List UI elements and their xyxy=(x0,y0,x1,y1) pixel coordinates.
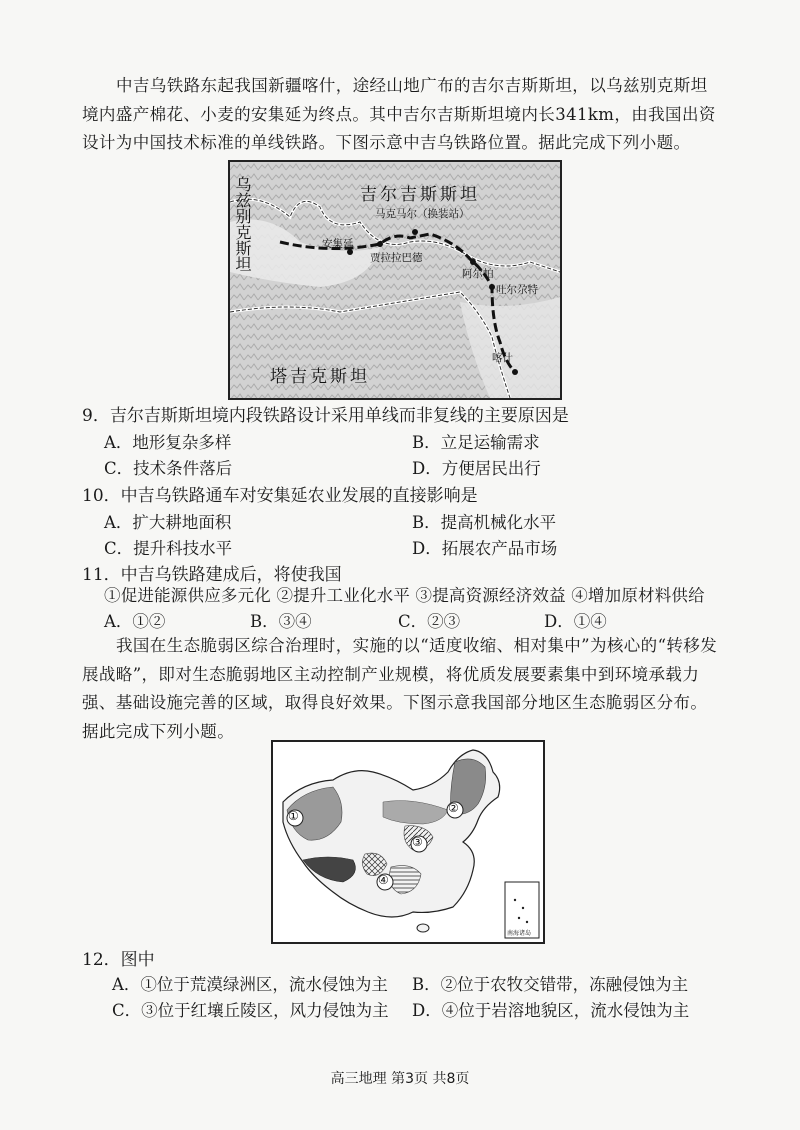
label-arpa: 阿尔帕 xyxy=(462,268,494,280)
q12-option-c[interactable]: C．③位于红壤丘陵区，风力侵蚀为主 xyxy=(112,1001,389,1020)
china-map-graphic xyxy=(273,742,543,942)
question-12-stem: 12．图中 xyxy=(82,950,155,970)
label-jalalabad: 贾拉拉巴德 xyxy=(370,252,423,264)
label-torugart: 吐尔尕特 xyxy=(496,284,538,296)
q12-option-a[interactable]: A．①位于荒漠绿洲区，流水侵蚀为主 xyxy=(112,975,388,994)
question-9-stem: 9．吉尔吉斯斯坦境内段铁路设计采用单线而非复线的主要原因是 xyxy=(82,406,569,426)
question-11-stem: 11．中吉乌铁路建成后，将使我国 xyxy=(82,565,342,585)
marker-1: ① xyxy=(288,809,299,823)
page-footer: 高三地理 第3页 共8页 xyxy=(330,1071,470,1087)
q11-statements: ①促进能源供应多元化 ②提升工业化水平 ③提高资源经济效益 ④增加原材料供给 xyxy=(104,586,705,605)
q11-option-b[interactable]: B．③④ xyxy=(250,612,312,631)
q9-option-b[interactable]: B．立足运输需求 xyxy=(412,433,540,452)
q10-option-b[interactable]: B．提高机械化水平 xyxy=(412,513,557,532)
china-ecology-map xyxy=(271,740,545,944)
marker-3: ③ xyxy=(412,835,423,849)
label-tajikistan: 塔吉克斯坦 xyxy=(270,367,370,387)
label-kyrgyzstan: 吉尔吉斯斯坦 xyxy=(360,185,480,205)
q9-option-d[interactable]: D．方便居民出行 xyxy=(412,459,541,478)
q12-option-b[interactable]: B．②位于农牧交错带，冻融侵蚀为主 xyxy=(412,975,689,994)
q9-option-a[interactable]: A．地形复杂多样 xyxy=(104,433,232,452)
q10-option-a[interactable]: A．扩大耕地面积 xyxy=(104,513,232,532)
q9-option-c[interactable]: C．技术条件落后 xyxy=(104,459,233,478)
q10-option-c[interactable]: C．提升科技水平 xyxy=(104,539,233,558)
marker-2: ② xyxy=(448,801,459,815)
inset-label: 南海诸岛 xyxy=(507,930,532,937)
question-10-stem: 10．中吉乌铁路通车对安集延农业发展的直接影响是 xyxy=(82,486,478,506)
q11-option-a[interactable]: A．①② xyxy=(104,612,166,631)
label-makmal: 马克马尔（换装站） xyxy=(375,208,470,220)
label-uzbekistan: 乌兹别克斯坦 xyxy=(233,176,252,272)
label-andijan: 安集延 xyxy=(322,238,354,250)
passage-railway: 中吉乌铁路东起我国新疆喀什，途经山地广布的吉尔吉斯斯坦，以乌兹别克斯坦境内盛产棉花、小麦的安集延为终点。其中吉尔吉斯斯坦境内长341km，由我国出资设计为中国技术标准的单线铁路。下图示意中吉乌铁路位置。据此完成下列小题。 xyxy=(82,76,716,152)
q10-option-d[interactable]: D．拓展农产品市场 xyxy=(412,539,558,558)
q11-option-d[interactable]: D．①④ xyxy=(544,612,607,631)
railway-map xyxy=(228,160,562,400)
marker-4: ④ xyxy=(378,873,389,887)
q11-option-c[interactable]: C．②③ xyxy=(398,612,461,631)
label-kashgar: 喀什 xyxy=(492,352,513,364)
passage-ecology: 我国在生态脆弱区综合治理时，实施的以“适度收缩、相对集中”为核心的“转移发展战略”，即对生态脆弱地区主动控制产业规模，将优质发展要素集中到环境承载力强、基础设施完善的区域，取得良好效果。下图示意我国部分地区生态脆弱区分布。据此完成下列小题。 xyxy=(82,636,718,741)
q12-option-d[interactable]: D．④位于岩溶地貌区，流水侵蚀为主 xyxy=(412,1001,690,1020)
